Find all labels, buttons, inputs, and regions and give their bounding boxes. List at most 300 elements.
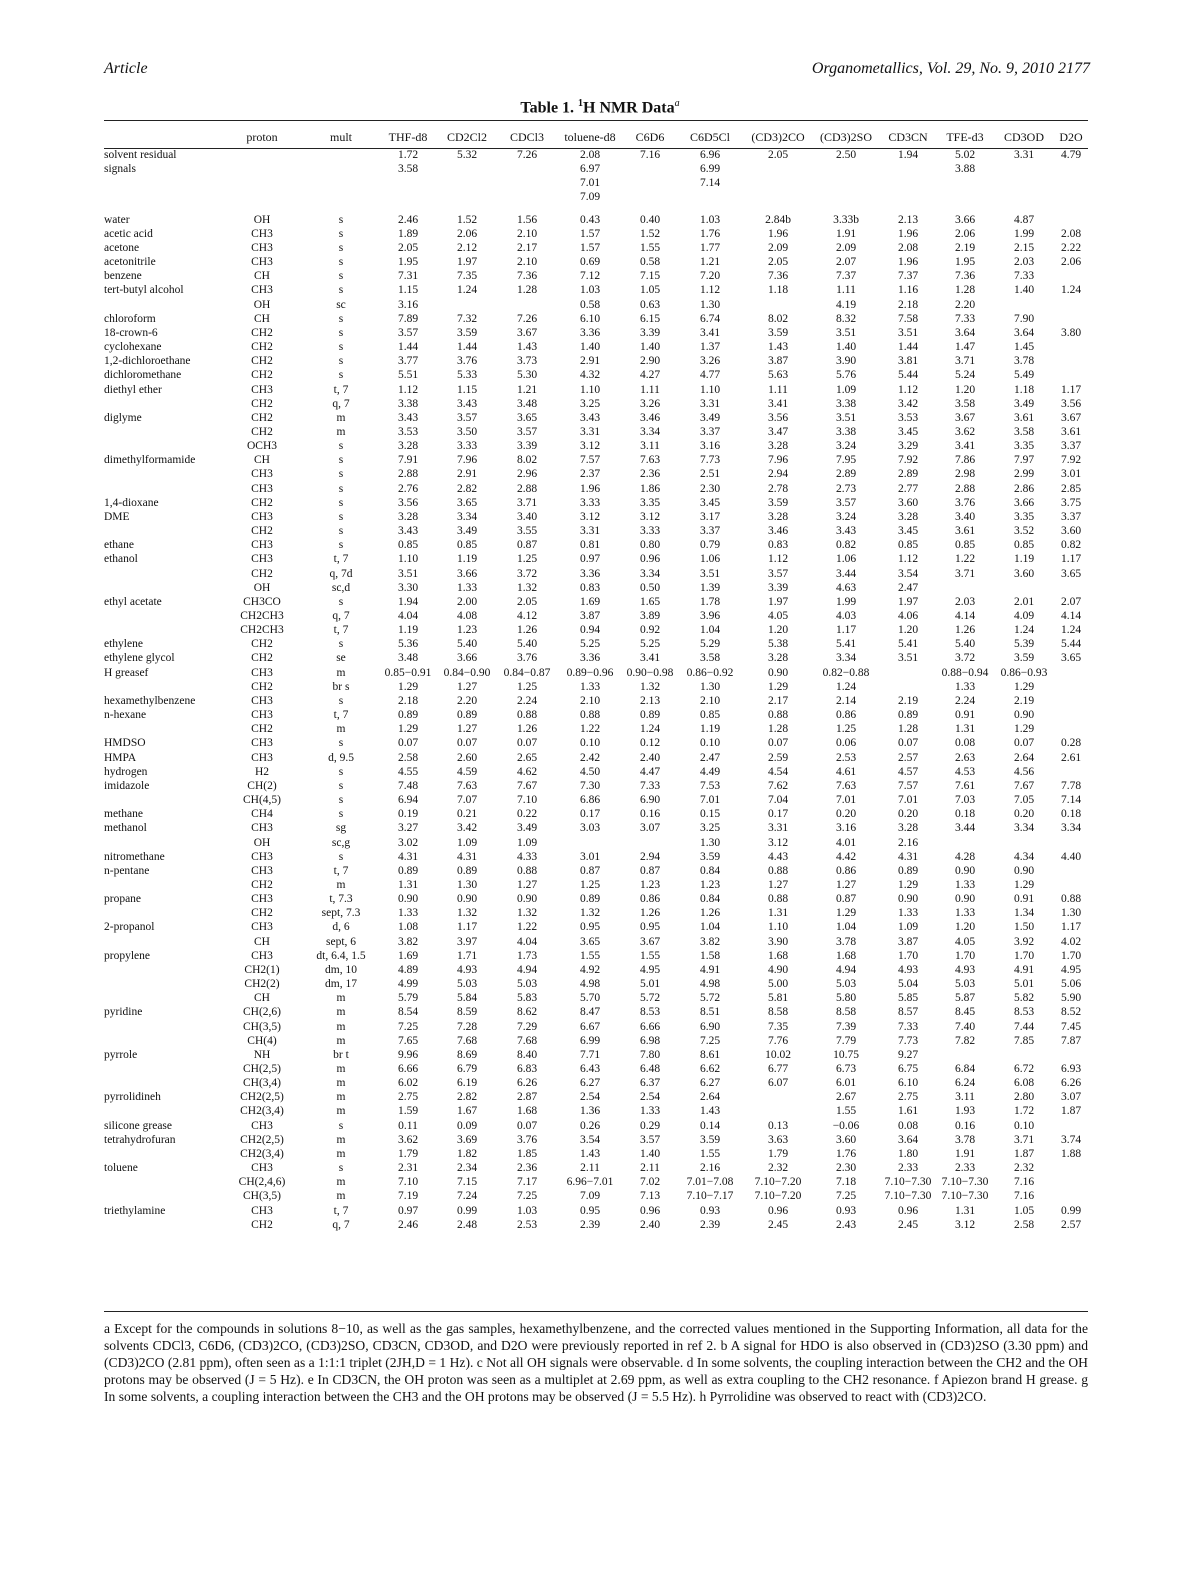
shift-cell: 3.45	[897, 425, 919, 438]
shift-cell: 0.10	[1013, 1119, 1035, 1132]
proton-cell: CH(3,5)	[242, 1190, 281, 1203]
shift-cell: 0.07	[1013, 737, 1035, 750]
compound-cell	[104, 1175, 222, 1189]
shift-cell: 3.65	[579, 935, 601, 948]
shift-cell: 7.16	[639, 149, 661, 161]
shift-cell	[744, 1104, 812, 1118]
compound-cell: hydrogen	[104, 765, 148, 778]
shift-cell: 1.11	[836, 284, 856, 297]
shift-cell: 1.31	[954, 723, 976, 736]
proton-cell: CH3	[251, 241, 273, 254]
shift-cell: 1.99	[835, 595, 857, 608]
shift-cell: 3.82	[699, 935, 721, 948]
shift-cell: 2.77	[897, 482, 919, 495]
shift-cell: 7.67	[1013, 779, 1035, 792]
table-row	[104, 567, 1088, 581]
shift-cell: 0.84−0.87	[503, 666, 551, 679]
shift-cell: 1.08	[397, 921, 419, 934]
shift-cell: 3.65	[1060, 567, 1082, 580]
shift-cell: 7.73	[897, 1034, 919, 1047]
shift-cell: 3.27	[397, 822, 419, 835]
shift-cell: 3.77	[397, 355, 419, 368]
shift-cell: 1.27	[835, 878, 857, 891]
table-row	[104, 312, 1088, 326]
shift-cell: 7.68	[516, 1034, 538, 1047]
table-bottom-rule	[104, 1311, 1088, 1312]
shift-cell: 4.31	[897, 850, 919, 863]
shift-cell: 0.95	[579, 1204, 601, 1217]
shift-cell: 0.06	[835, 737, 857, 750]
shift-cell: 1.76	[835, 1147, 857, 1160]
shift-cell: 0.89	[397, 864, 419, 877]
shift-cell: 3.46	[767, 525, 789, 538]
shift-cell: 3.57	[639, 1133, 661, 1146]
shift-cell: 7.48	[397, 779, 419, 792]
shift-cell: 2.54	[639, 1091, 661, 1104]
shift-cell: 0.87	[516, 539, 538, 552]
shift-cell: 2.18	[897, 298, 919, 311]
shift-cell: 7.31	[397, 270, 419, 283]
shift-cell: 1.19	[699, 723, 721, 736]
shift-cell	[556, 836, 624, 850]
shift-cell: 2.17	[516, 241, 538, 254]
proton-cell: OH	[253, 213, 271, 226]
shift-cell: 4.31	[456, 850, 478, 863]
shift-cell: 3.28	[767, 440, 789, 453]
shift-cell: 5.01	[639, 978, 661, 991]
shift-cell: 3.31	[579, 525, 601, 538]
compound-cell	[104, 1062, 222, 1076]
shift-cell: 1.36	[579, 1105, 601, 1118]
shift-cell: 0.79	[699, 539, 721, 552]
shift-cell: 7.25	[835, 1190, 857, 1203]
table-row	[104, 878, 1088, 892]
proton-cell: CH3	[251, 510, 273, 523]
shift-cell: 0.09	[456, 1119, 478, 1132]
shift-cell: 1.40	[639, 341, 661, 354]
shift-cell: 4.93	[954, 963, 976, 976]
shift-cell	[812, 176, 880, 190]
shift-cell: 0.89	[897, 709, 919, 722]
multiplicity-cell: sept, 7.3	[321, 907, 361, 920]
proton-cell	[222, 176, 302, 190]
proton-cell: CH2CH3	[240, 624, 284, 637]
shift-cell: 1.17	[835, 624, 857, 637]
shift-cell: 1.24	[1060, 284, 1082, 297]
shift-cell: 7.05	[1013, 794, 1035, 807]
shift-cell: 8.32	[835, 312, 857, 325]
shift-cell: 0.99	[456, 1204, 478, 1217]
shift-cell: 0.90	[954, 864, 976, 877]
shift-cell	[1054, 1189, 1088, 1203]
shift-cell: 6.90	[639, 794, 661, 807]
shift-cell	[1054, 765, 1088, 779]
shift-cell: 3.36	[579, 567, 601, 580]
proton-cell: OH	[253, 836, 271, 849]
shift-cell: 2.10	[699, 694, 721, 707]
shift-cell: 8.69	[456, 1048, 478, 1061]
multiplicity-cell: m	[336, 411, 346, 424]
shift-cell: 2.51	[699, 468, 721, 481]
shift-cell: 1.31	[767, 907, 789, 920]
shift-cell: 7.92	[1060, 454, 1082, 467]
shift-cell: 7.24	[456, 1190, 478, 1203]
shift-cell: 3.65	[516, 411, 538, 424]
shift-cell: 5.30	[516, 369, 538, 382]
shift-cell: 7.36	[767, 270, 789, 283]
shift-cell: 2.06	[456, 227, 478, 240]
table-row	[104, 666, 1088, 680]
table-row	[104, 411, 1088, 425]
shift-cell: 3.37	[699, 525, 721, 538]
compound-cell: triethylamine	[104, 1204, 166, 1217]
shift-cell: 3.60	[1013, 567, 1035, 580]
shift-cell: 3.50	[456, 425, 478, 438]
shift-cell: 2.73	[835, 482, 857, 495]
shift-cell: 5.80	[835, 992, 857, 1005]
column-header: (CD3)2CO	[751, 130, 805, 144]
shift-cell: 2.47	[897, 581, 919, 594]
shift-cell: 0.82−0.88	[822, 666, 870, 679]
shift-cell: 1.12	[397, 383, 419, 396]
shift-cell: 1.28	[954, 284, 976, 297]
table-row	[104, 1161, 1088, 1175]
compound-cell	[104, 1020, 222, 1034]
shift-cell: 2.61	[1060, 751, 1082, 764]
shift-cell: 3.78	[1013, 355, 1035, 368]
compound-cell: chloroform	[104, 312, 156, 325]
multiplicity-cell: t, 7	[333, 864, 349, 877]
shift-cell	[1054, 708, 1088, 722]
shift-cell: 1.29	[835, 907, 857, 920]
shift-cell	[436, 162, 498, 176]
shift-cell: 1.37	[699, 341, 721, 354]
shift-cell: 1.99	[1013, 227, 1035, 240]
shift-cell: 4.79	[1060, 149, 1082, 161]
compound-cell: 18-crown-6	[104, 326, 158, 339]
proton-cell: CH2	[251, 723, 273, 736]
shift-cell: 1.71	[456, 949, 478, 962]
shift-cell: 2.32	[1013, 1162, 1035, 1175]
shift-cell: 2.05	[397, 241, 419, 254]
shift-cell	[936, 205, 994, 213]
shift-cell: 7.85	[1013, 1034, 1035, 1047]
shift-cell: 4.01	[835, 836, 857, 849]
shift-cell: 2.89	[897, 468, 919, 481]
shift-cell: 0.15	[699, 808, 721, 821]
proton-cell: CH3	[251, 864, 273, 877]
shift-cell: 0.85	[397, 539, 419, 552]
shift-cell: 1.17	[1060, 921, 1082, 934]
shift-cell: 4.05	[767, 610, 789, 622]
shift-cell: 1.70	[954, 949, 976, 962]
shift-cell: 3.29	[897, 440, 919, 453]
shift-cell: 6.08	[1013, 1077, 1035, 1090]
shift-cell: 2.33	[897, 1162, 919, 1175]
shift-cell: 7.09	[579, 191, 601, 204]
shift-cell: 1.57	[579, 227, 601, 240]
shift-cell: 3.76	[516, 652, 538, 665]
shift-cell: 1.22	[954, 553, 976, 566]
shift-cell: 1.03	[579, 284, 601, 297]
shift-cell	[380, 190, 436, 204]
shift-cell: 1.09	[456, 836, 478, 849]
column-header: CDCl3	[509, 130, 544, 144]
shift-cell: 2.09	[835, 241, 857, 254]
table-row	[104, 269, 1088, 283]
shift-cell: 3.96	[699, 610, 721, 622]
shift-cell: 6.93	[1060, 1063, 1082, 1075]
shift-cell: 0.88	[1060, 893, 1082, 906]
shift-cell: 7.79	[835, 1034, 857, 1047]
shift-cell: 6.48	[639, 1063, 661, 1075]
shift-cell: 3.73	[516, 355, 538, 368]
table-row	[104, 510, 1088, 524]
proton-cell: CH3	[251, 949, 273, 962]
shift-cell: 0.08	[897, 1119, 919, 1132]
shift-cell: 4.99	[397, 978, 419, 991]
shift-cell: 7.14	[699, 177, 721, 190]
shift-cell: 1.33	[897, 907, 919, 920]
multiplicity-cell: sc,g	[331, 836, 351, 849]
shift-cell: 4.14	[1060, 610, 1082, 622]
proton-cell: CH3	[251, 850, 273, 863]
shift-cell	[624, 836, 676, 850]
shift-cell: 0.90−0.98	[626, 666, 674, 679]
table-row	[104, 1175, 1088, 1189]
shift-cell: 0.17	[767, 808, 789, 821]
proton-cell: CH2(1)	[244, 963, 280, 976]
shift-cell: 7.15	[456, 1176, 478, 1189]
compound-cell: diglyme	[104, 411, 142, 424]
shift-cell: 0.20	[835, 808, 857, 821]
table-row	[104, 935, 1088, 949]
shift-cell: 1.28	[516, 284, 538, 297]
caption-superscript: 1	[578, 98, 584, 109]
shift-cell: 4.54	[767, 765, 789, 778]
shift-cell: 3.60	[897, 496, 919, 509]
proton-cell: CH2	[251, 567, 273, 580]
shift-cell: 1.24	[835, 680, 857, 693]
shift-cell: 4.32	[579, 369, 601, 382]
shift-cell: 7.10−7.30	[941, 1190, 989, 1203]
shift-cell	[880, 205, 936, 213]
compound-cell	[104, 482, 222, 496]
shift-cell: 3.78	[954, 1133, 976, 1146]
shift-cell: 1.32	[579, 907, 601, 920]
compound-cell: ethane	[104, 539, 135, 552]
shift-cell: 7.04	[767, 794, 789, 807]
shift-cell: 1.17	[1060, 383, 1082, 396]
shift-cell: 6.66	[639, 1020, 661, 1033]
table-row	[104, 340, 1088, 354]
multiplicity-cell: sc	[336, 298, 346, 311]
shift-cell: 7.33	[897, 1020, 919, 1033]
table-row	[104, 482, 1088, 496]
shift-cell: 2.15	[1013, 241, 1035, 254]
multiplicity-cell: m	[336, 1190, 346, 1203]
multiplicity-cell: m	[336, 1091, 346, 1104]
shift-cell: 3.33b	[833, 213, 859, 226]
shift-cell: 0.07	[897, 737, 919, 750]
shift-cell	[556, 205, 624, 213]
multiplicity-cell: s	[338, 341, 344, 354]
shift-cell	[994, 205, 1054, 213]
shift-cell: 3.33	[456, 440, 478, 453]
shift-cell: 3.72	[954, 652, 976, 665]
proton-cell	[222, 205, 302, 213]
shift-cell: 1.77	[699, 241, 721, 254]
table-row	[104, 354, 1088, 368]
shift-cell: 2.00	[456, 595, 478, 608]
shift-cell: 6.10	[579, 312, 601, 325]
shift-cell: 0.85	[954, 539, 976, 552]
shift-cell: 1.10	[699, 383, 721, 396]
shift-cell: 7.33	[639, 779, 661, 792]
shift-cell: 3.51	[897, 652, 919, 665]
proton-cell: CH	[254, 312, 270, 325]
compound-cell: DME	[104, 510, 130, 523]
shift-cell: 1.96	[767, 227, 789, 240]
proton-cell: CH	[254, 454, 270, 467]
shift-cell: 1.24	[456, 284, 478, 297]
shift-cell: 6.74	[699, 312, 721, 325]
shift-cell: 4.89	[397, 963, 419, 976]
shift-cell: 0.88−0.94	[941, 666, 989, 679]
shift-cell: 3.75	[1060, 496, 1082, 509]
shift-cell: 3.28	[897, 822, 919, 835]
shift-cell: 1.32	[516, 581, 538, 594]
multiplicity-cell	[302, 148, 380, 162]
shift-cell: 2.58	[1013, 1218, 1035, 1231]
shift-cell: 7.39	[835, 1020, 857, 1033]
shift-cell: 2.67	[835, 1091, 857, 1104]
table-row	[104, 920, 1088, 934]
multiplicity-cell: s	[338, 737, 344, 750]
shift-cell: 2.01	[1013, 595, 1035, 608]
shift-cell: 3.51	[897, 326, 919, 339]
table-footnote: a Except for the compounds in solutions 8−10, as well as the gas samples, hexamethylbenzene, and the corrected values mentioned in the Supporting Information, all data for the solvents CDCl3, C6D6, (CD3)2CO, (CD3)2SO, CD3CN, CD3OD, and D2O were previously reported in ref 2. b A signal for HDO is also observed in (CD3)2SO (3.30 ppm) and (CD3)2CO (2.81 ppm), often seen as a 1:1:1 triplet (2JH,D = 1 Hz). c Not all OH signals were observable. d In some solvents, the coupling interaction between the CH2 and the OH protons may be observed (J = 5 Hz). e In CD3CN, the OH proton was seen as a multiplet at 2.69 ppm, as well as extra coupling to the CH2 resonance. f Apiezon brand H grease. g In some solvents, a coupling interaction between the CH3 and the OH protons may be observed (J = 5.5 Hz). h Pyrrolidine was observed to react with (CD3)2CO.	[104, 1321, 1088, 1404]
shift-cell: 3.66	[954, 213, 976, 226]
shift-cell: 0.89	[456, 709, 478, 722]
shift-cell: 7.36	[516, 270, 538, 283]
shift-cell: 3.61	[1060, 425, 1082, 438]
shift-cell: 7.25	[516, 1190, 538, 1203]
compound-cell	[104, 581, 222, 595]
shift-cell: 1.69	[579, 595, 601, 608]
multiplicity-cell: s	[338, 369, 344, 382]
shift-cell: 3.64	[1013, 326, 1035, 339]
shift-cell: 4.92	[579, 963, 601, 976]
shift-cell: 2.50	[835, 149, 857, 161]
proton-cell: OH	[253, 581, 271, 594]
shift-cell	[744, 205, 812, 213]
shift-cell: 4.95	[639, 963, 661, 976]
shift-cell	[880, 176, 936, 190]
shift-cell	[1054, 680, 1088, 694]
shift-cell: 4.93	[456, 963, 478, 976]
multiplicity-cell: s	[338, 1162, 344, 1175]
shift-cell: 7.73	[699, 454, 721, 467]
shift-cell: 2.09	[767, 241, 789, 254]
proton-cell: CH3	[251, 1204, 273, 1217]
shift-cell: 3.71	[954, 567, 976, 580]
shift-cell	[936, 1048, 994, 1062]
shift-cell: 4.05	[954, 935, 976, 948]
shift-cell: 3.26	[639, 397, 661, 410]
shift-cell: 5.41	[897, 638, 919, 651]
shift-cell: 1.33	[639, 1105, 661, 1118]
shift-cell: 4.95	[1060, 963, 1082, 976]
shift-cell: 5.25	[639, 638, 661, 651]
proton-cell: CH2	[251, 680, 273, 693]
shift-cell	[1054, 1161, 1088, 1175]
shift-cell: 6.99	[579, 1034, 601, 1047]
compound-cell: HMPA	[104, 751, 137, 764]
table-top-rule	[104, 120, 1088, 121]
shift-cell: 0.89	[456, 864, 478, 877]
multiplicity-cell: s	[338, 595, 344, 608]
shift-cell: 9.27	[897, 1048, 919, 1061]
shift-cell: 7.65	[397, 1034, 419, 1047]
shift-cell: 7.20	[699, 270, 721, 283]
shift-cell: 1.39	[699, 581, 721, 594]
shift-cell: 5.81	[767, 992, 789, 1005]
shift-cell: 7.01−7.08	[686, 1176, 734, 1189]
table-row	[104, 383, 1088, 397]
shift-cell: 2.47	[699, 751, 721, 764]
shift-cell: 6.10	[897, 1077, 919, 1090]
shift-cell: 3.57	[835, 496, 857, 509]
shift-cell: 5.40	[954, 638, 976, 651]
multiplicity-cell: m	[336, 1105, 346, 1118]
shift-cell: 7.63	[639, 454, 661, 467]
shift-cell: 1.11	[768, 383, 788, 396]
shift-cell: 1.28	[767, 723, 789, 736]
shift-cell: 1.27	[767, 878, 789, 891]
proton-cell: CH2(2,5)	[240, 1091, 284, 1104]
table-row	[104, 906, 1088, 920]
table-row	[104, 467, 1088, 481]
proton-cell: CH(4)	[247, 1034, 277, 1047]
shift-cell: 1.55	[699, 1147, 721, 1160]
shift-cell: 8.40	[516, 1048, 538, 1061]
shift-cell: 0.81	[579, 539, 601, 552]
shift-cell	[436, 205, 498, 213]
table-row	[104, 298, 1088, 312]
shift-cell	[1054, 312, 1088, 326]
shift-cell: 7.35	[456, 270, 478, 283]
shift-cell: 0.22	[516, 808, 538, 821]
multiplicity-cell: q, 7	[332, 1218, 350, 1231]
shift-cell: 0.89−0.96	[566, 666, 614, 679]
shift-cell: 1.29	[897, 878, 919, 891]
shift-cell: 8.53	[639, 1006, 661, 1019]
shift-cell: 2.22	[1060, 241, 1082, 254]
table-row	[104, 1090, 1088, 1104]
shift-cell: 1.55	[639, 949, 661, 962]
nmr-data-table	[104, 127, 1088, 1232]
table-row	[104, 779, 1088, 793]
shift-cell	[880, 162, 936, 176]
compound-cell: cyclohexane	[104, 341, 162, 354]
shift-cell: 3.69	[456, 1133, 478, 1146]
shift-cell	[994, 1048, 1054, 1062]
shift-cell: 2.94	[639, 850, 661, 863]
multiplicity-cell: br s	[332, 680, 350, 693]
shift-cell: 2.57	[1060, 1218, 1082, 1231]
shift-cell: 0.07	[767, 737, 789, 750]
